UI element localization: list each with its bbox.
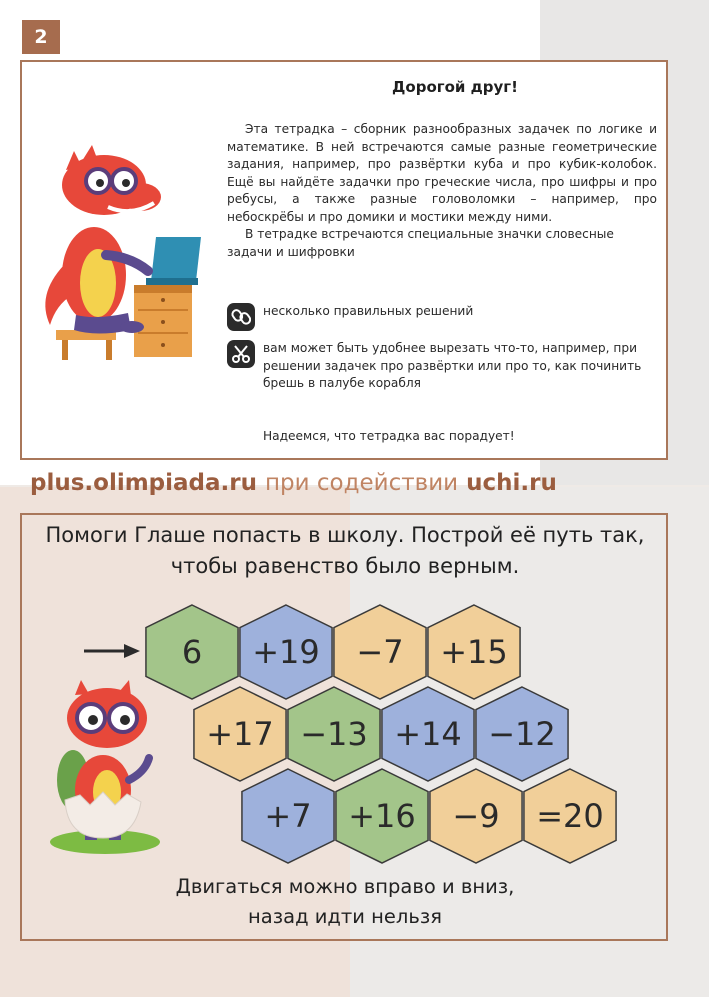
legend-text-scissors: вам может быть удобнее вырезать что-то, например, при решении задачек про развёртки или про то, как починить брешь в палубе корабля [263,341,642,390]
sponsor-middle-text: при содействии [265,470,459,496]
page-number: 2 [22,20,60,54]
hex-label: +14 [394,715,462,753]
task-footer-line-1: Двигаться можно вправо и вниз, [175,875,515,898]
hex-cell[interactable] [476,687,568,781]
hex-cell[interactable] [146,605,238,699]
intro-closing: Надеемся, что тетрадка вас порадует! [263,429,515,443]
intro-paragraph-2: В тетрадке встречаются специальные значки словесные задачи и шифровки [227,227,614,259]
sponsor-site-uchi[interactable]: uchi.ru [466,470,557,496]
intro-paragraph-1: Эта тетрадка – сборник разнообразных задачек по логике и математике. В ней встречаются самые разные геометрические задания, например, про развёртки куба и про кубик-колобок. Ещё вы найдёте задачки про греческие числа, про шифры и про ребусы, а также разные головоломки – например, про небоскрёбы и про домики и мостики между ними. [227,122,657,224]
hex-label: −9 [452,797,500,835]
hex-label: 6 [181,633,203,671]
task-prompt: Помоги Глаше попасть в школу. Построй её путь так, чтобы равенство было верным. [45,523,645,578]
sponsor-site-olimpiada[interactable]: plus.olimpiada.ru [30,470,257,496]
intro-title: Дорогой друг! [392,78,518,96]
legend-text-multiple-solutions: несколько правильных решений [263,304,474,318]
hex-cell[interactable] [334,605,426,699]
hex-label: +19 [252,633,320,671]
hex-cell[interactable] [430,769,522,863]
hex-label: +17 [206,715,274,753]
hex-label: =20 [536,797,604,835]
hex-label: −12 [488,715,556,753]
hex-label: +7 [264,797,312,835]
task-footer-line-2: назад идти нельзя [248,905,442,928]
task-footer [90,872,600,932]
hex-label: +15 [440,633,508,671]
hex-label: −13 [300,715,368,753]
hex-cell[interactable] [524,769,616,863]
hex-label: +16 [348,797,416,835]
hex-cell[interactable] [242,769,334,863]
hex-label: −7 [356,633,404,671]
hex-cell[interactable] [288,687,380,781]
hex-cell[interactable] [240,605,332,699]
hex-cell[interactable] [336,769,428,863]
hex-cell[interactable] [194,687,286,781]
hex-cell[interactable] [428,605,520,699]
hex-cell[interactable] [382,687,474,781]
